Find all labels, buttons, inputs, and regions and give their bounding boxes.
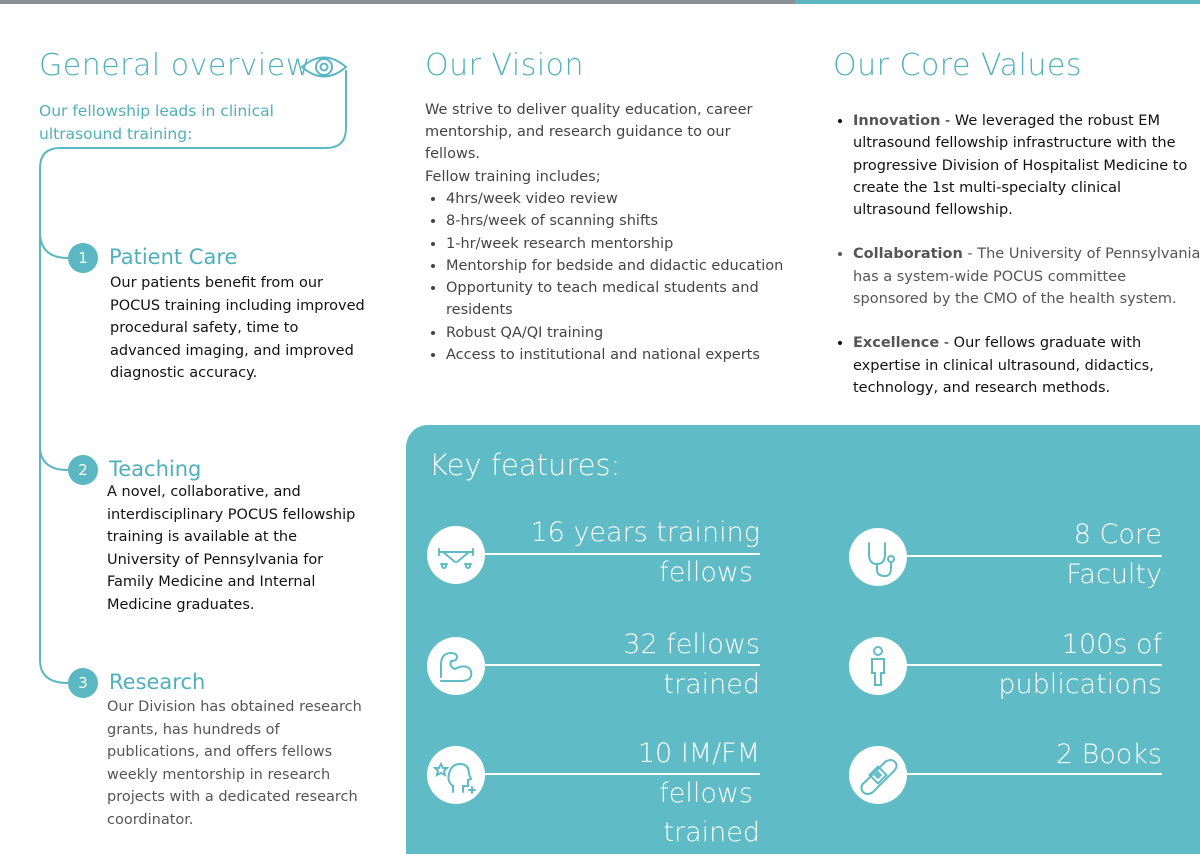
value-name: Excellence — [853, 335, 940, 352]
step-title-research: Research — [109, 670, 206, 694]
value-name: Collaboration — [853, 246, 963, 263]
step-number-2: 2 — [68, 455, 98, 485]
feature-line-2: Faculty — [1066, 559, 1162, 590]
values-list — [833, 110, 1200, 421]
feature-line-1: 16 years training — [530, 517, 760, 548]
value-item-innovation: • Innovation - We leveraged the robust EM ultrasound fellowship infrastructure with the progressive Division of Hospitalist Medicine to create the 1st multi-specialty clinical ultrasound fellowship. — [853, 110, 1200, 221]
feature-line-1: 100s of — [1061, 629, 1162, 660]
list-item: • Opportunity to teach medical students and residents — [446, 277, 791, 322]
feature-line-1: 8 Core — [1073, 519, 1162, 550]
stethoscope-icon — [849, 528, 907, 586]
list-item: • 4hrs/week video review — [446, 188, 791, 210]
vision-statement: We strive to deliver quality education, career mentorship, and research guidance to our fellows. — [425, 102, 753, 162]
feature-line-1: 32 fellows — [623, 629, 760, 660]
value-name: Innovation — [853, 113, 941, 129]
header-accent-strip — [795, 0, 1200, 4]
feature-line-2: fellows — [659, 778, 753, 809]
list-item: • Mentorship for bedside and didactic education — [446, 255, 791, 277]
list-item: • 1-hr/week research mentorship — [446, 233, 791, 255]
values-title: Our Core Values — [833, 48, 1082, 83]
feature-line-2: trained — [663, 669, 760, 700]
training-list — [426, 188, 791, 366]
value-text: The University of Pennsylvania has a system-wide POCUS committee sponsored by the CMO of the health system. — [853, 246, 1200, 308]
person-icon — [849, 637, 907, 695]
training-intro: Fellow training includes; — [425, 169, 601, 185]
step-number-3: 3 — [68, 668, 98, 698]
feature-line-3: trained — [663, 817, 760, 848]
muscle-arm-icon — [427, 637, 485, 695]
step-text-research: Our Division has obtained research grants, has hundreds of publications, and offers fellows weekly mentorship in research projects with a dedicated research coordinator. — [107, 699, 362, 828]
bandage-icon — [849, 746, 907, 804]
value-item-excellence: • Excellence - Our fellows graduate with expertise in clinical ultrasound, didactics, technology, and research methods. — [853, 332, 1200, 399]
list-item: • Access to institutional and national experts — [446, 344, 791, 366]
step-text-patient-care: Our patients benefit from our POCUS training including improved procedural safety, time to advanced imaging, and improved diagnostic accuracy. — [110, 275, 365, 381]
list-item: • 8-hrs/week of scanning shifts — [446, 210, 791, 232]
overview-title: General overview — [39, 48, 311, 83]
feature-line-1: 2 Books — [1055, 739, 1162, 770]
step-number-1: 1 — [68, 243, 98, 273]
step-title-patient-care: Patient Care — [109, 245, 238, 269]
vision-title: Our Vision — [425, 48, 585, 83]
step-text-teaching: A novel, collaborative, and interdisciplinary POCUS fellowship training is available at the University of Pennsylvania for Family Medicine and Internal Medicine graduates. — [107, 484, 356, 613]
feature-line-2: fellows — [659, 557, 753, 588]
feature-line-1: 10 IM/FM — [637, 738, 760, 769]
list-item: • Robust QA/QI training — [446, 322, 791, 344]
step-title-teaching: Teaching — [109, 457, 202, 481]
value-item-collaboration: • Collaboration - The University of Pennsylvania has a system-wide POCUS committee sponsored by the CMO of the health system. — [853, 243, 1200, 310]
stretcher-icon — [427, 526, 485, 584]
value-text: Our fellows graduate with expertise in clinical ultrasound, didactics, technology, and research methods. — [853, 335, 1154, 396]
star-head-icon — [427, 746, 485, 804]
overview-intro: Our fellowship leads in clinical ultrasound training: — [39, 102, 274, 143]
feature-line-2: publications — [998, 669, 1162, 700]
value-text: We leveraged the robust EM ultrasound fellowship infrastructure with the progressive Division of Hospitalist Medicine to create the 1st multi-specialty clinical ultrasound fellowship. — [853, 113, 1188, 219]
key-features-title: Key features: — [429, 448, 621, 482]
